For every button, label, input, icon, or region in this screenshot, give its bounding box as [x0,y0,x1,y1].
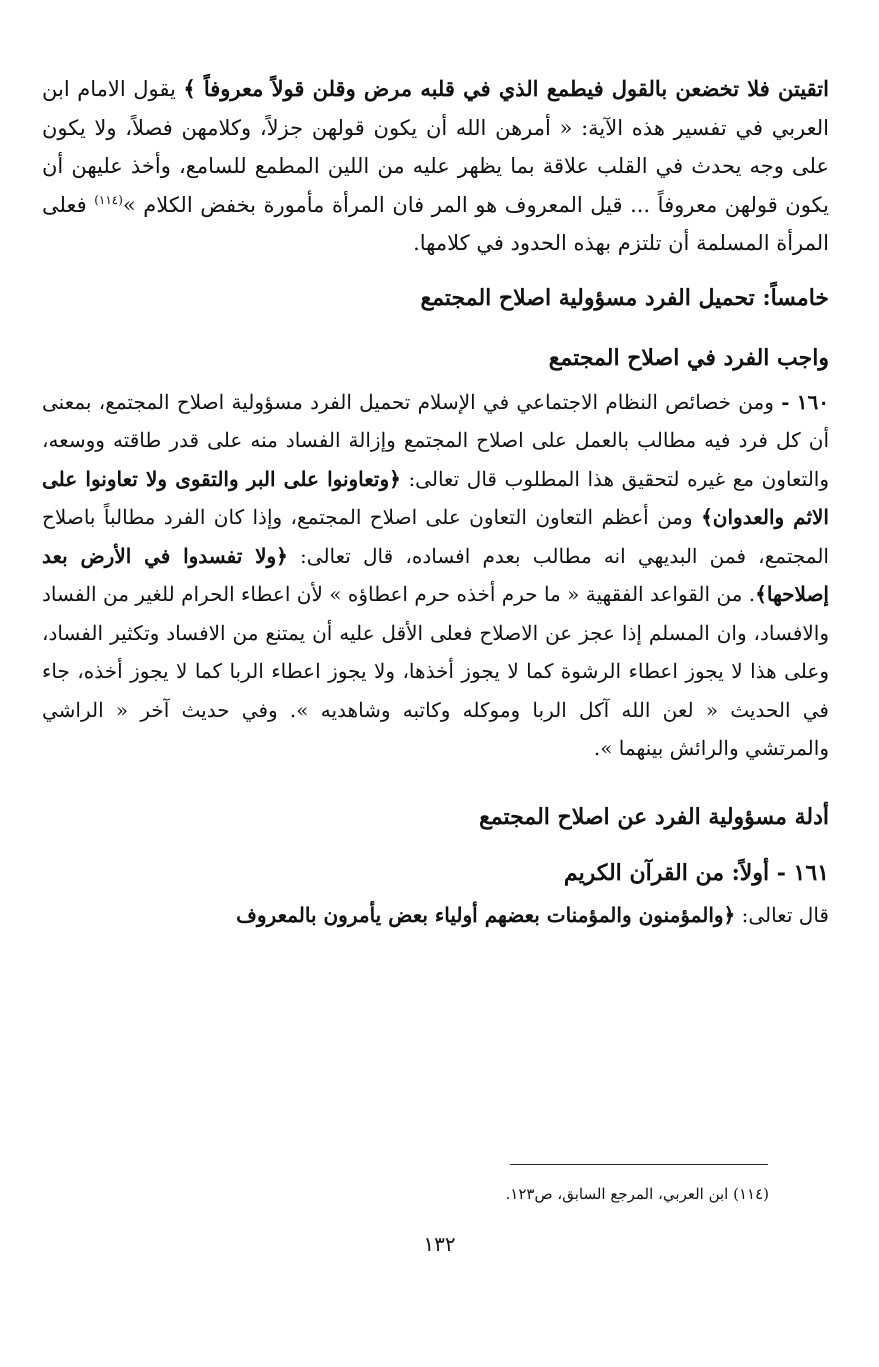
subheading-evidence: أدلة مسؤولية الفرد عن اصلاح المجتمع [479,803,829,830]
subheading-dash: - [776,859,786,886]
quran-quote-believers: ﴿والمؤمنون والمؤمنات بعضهم أولياء بعض يأمرون بالمعروف [236,902,736,927]
footnote-114: (١١٤) ابن العربي، المرجع السابق، ص١٢٣. [505,1185,769,1203]
footnote-separator [510,1164,768,1165]
page-number: ١٣٢ [423,1232,456,1256]
subheading-number: ١٦١ [793,859,829,886]
subheading-text: أولاً: من القرآن الكريم [563,859,770,886]
commentary-text: يقول الامام ابن العربي في تفسير هذه الآية: « أمرهن الله أن يكون قولهن جزلاً، وكلامهن فصلاً، ولا يكون على وجه يحدث في القلب علاقة بما يظهر عليه من اللين المطمع للسامع، وأخذ عليهن أن يكون قولهن معروفاً ... قيل المعروف هو المر فان المرأة مأمورة بخفض الكلام » [42,77,829,217]
subheading-individual-duty: واجب الفرد في اصلاح المجتمع [548,344,829,371]
paragraph-dash: - [781,389,790,414]
paragraph-text-part-2: ومن أعظم التعاون التعاون على اصلاح المجتمع، وإذا كان الفرد مطالباً باصلاح المجتمع، فمن البديهي انه مطالب بعدم افساده، قال تعالى: [42,505,829,568]
commentary-conclusion: فعلى المرأة المسلمة أن تلتزم بهذه الحدود في كلامها. [42,192,829,255]
subheading-161 [42,858,829,888]
paragraph-number: ١٦٠ [796,389,830,414]
verse-line: اتقيتن فلا تخضعن بالقول فيطمع الذي في قلبه مرض وقلن قولاً معروفاً ﴾ [183,76,829,101]
paragraph-text-part-1: ومن خصائص النظام الاجتماعي في الإسلام تحميل الفرد مسؤولية اصلاح المجتمع، بمعنى أن كل فرد فيه مطالب بالعمل على اصلاح المجتمع وإزالة الفساد منه على قدر طاقته ووسعه، والتعاون مع غيره لتحقيق هذا المطلوب قال تعالى: [42,389,829,491]
quran-quote-corruption: ﴿ولا تفسدوا في الأرض بعد إصلاحها﴾ [42,543,829,606]
footnote-reference[interactable]: (١١٤) [94,192,123,207]
page-body [42,70,829,934]
quote-intro: قال تعالى: [741,902,829,927]
paragraph-quran-evidence [42,896,829,935]
quran-quote-cooperation: ﴿وتعاونوا على البر والتقوى ولا تعاونوا على الاثم والعدوان﴾ [42,466,829,529]
paragraph-text-part-3: . من القواعد الفقهية « ما حرم أخذه حرم اعطاؤه » لأن اعطاء الحرام للغير من الفساد والافساد، وان المسلم إذا عجز عن الاصلاح فعلى الأقل عليه أن يمتنع من الافساد وتكثير الفساد، وعلى هذا لا يجوز اعطاء الرشوة كما لا يجوز أخذها، ولا يجوز اعطاء الربا كما لا يجوز أخذه، جاء في الحديث « لعن الله آكل الربا وموكله وكاتبه وشاهديه ». وفي حديث آخر « الراشي والمرتشي والرائش بينهما ». [42,582,829,760]
paragraph-160 [42,383,829,768]
section-heading-fifth: خامساً: تحميل الفرد مسؤولية اصلاح المجتمع [420,284,829,311]
paragraph-quran-verse-continuation [42,70,829,263]
